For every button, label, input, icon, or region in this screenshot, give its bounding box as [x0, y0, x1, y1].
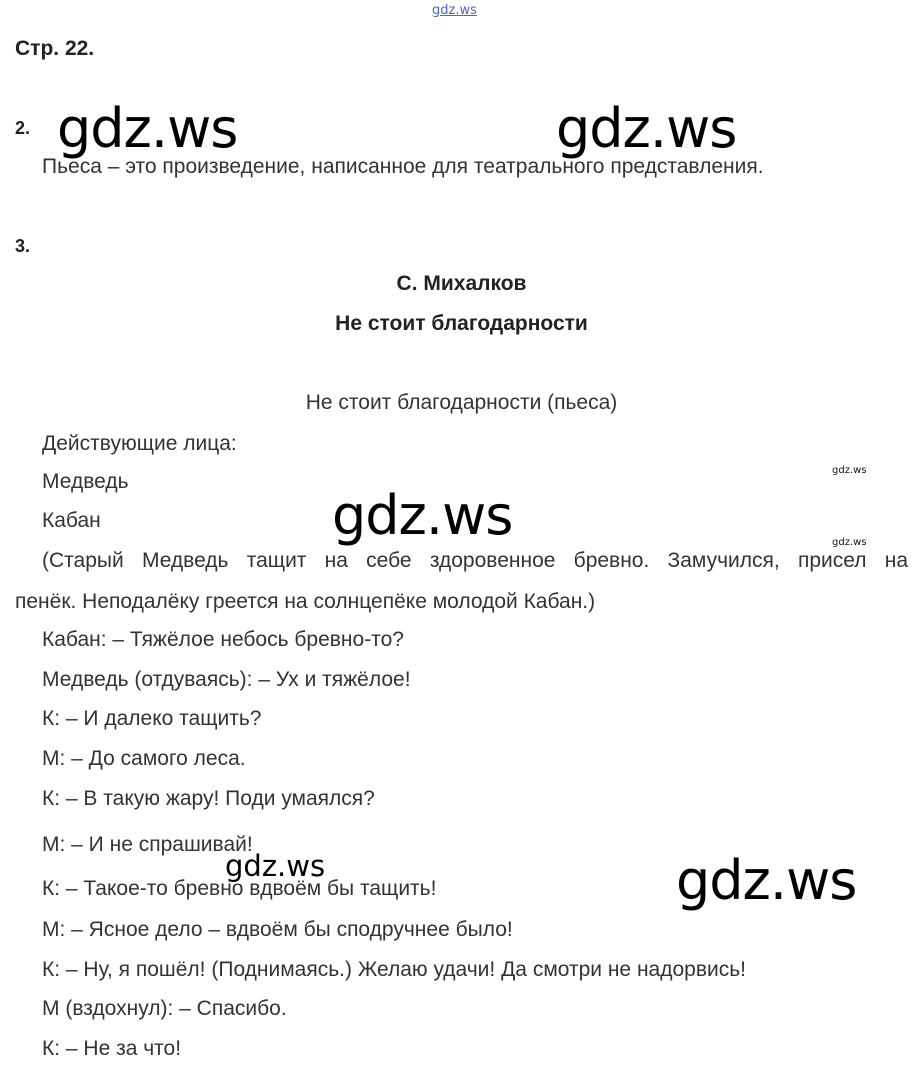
dialogue-line: М: – До самого леса. — [42, 747, 246, 770]
page-label: Стр. 22. — [15, 37, 95, 60]
play-title: Не стоит благодарности — [335, 312, 588, 335]
stage-direction-line: (Старый Медведь тащит на себе здоровенное бревно. Замучился, присел на — [42, 549, 908, 572]
dialogue-line: М (вздохнул): – Спасибо. — [42, 997, 287, 1020]
dialogue-line: Медведь (отдуваясь): – Ух и тяжёлое! — [42, 668, 411, 691]
dialogue-line: К: – И далеко тащить? — [42, 707, 262, 730]
play-author: С. Михалков — [396, 272, 527, 295]
dialogue-line: К: – Ну, я пошёл! (Поднимаясь.) Желаю удачи! Да смотри не надорвись! — [42, 958, 746, 981]
dialogue-line: Кабан: – Тяжёлое небось бревно-то? — [42, 628, 404, 651]
dialogue-line: М: – Ясное дело – вдвоём бы сподручнее было! — [42, 918, 513, 941]
dialogue-line: К: – Не за что! — [42, 1037, 182, 1060]
dialogue-line: К: – В такую жару! Поди умаялся? — [42, 787, 375, 810]
watermark-top: gdz.ws — [432, 3, 477, 18]
q3-number: 3. — [15, 236, 31, 256]
watermark: gdz.ws — [676, 849, 857, 912]
dialogue-line: К: – Такое-то бревно вдвоём бы тащить! — [42, 877, 437, 900]
dialogue-line: М: – И не спрашивай! — [42, 833, 253, 856]
watermark: gdz.ws — [225, 849, 326, 883]
q2-number: 2. — [15, 118, 31, 138]
watermark-small: gdz.ws — [832, 465, 867, 476]
watermark-small: gdz.ws — [832, 537, 867, 548]
watermark: gdz.ws — [57, 97, 238, 160]
character-item: Кабан — [42, 509, 101, 532]
watermark: gdz.ws — [332, 484, 513, 547]
stage-direction-line: пенёк. Неподалёку греется на солнцепёке молодой Кабан.) — [15, 590, 596, 613]
character-item: Медведь — [42, 470, 129, 493]
characters-heading: Действующие лица: — [42, 432, 237, 455]
play-subtitle: Не стоит благодарности (пьеса) — [305, 391, 618, 414]
q2-text: Пьеса – это произведение, написанное для театрального представления. — [42, 155, 764, 178]
watermark: gdz.ws — [556, 97, 737, 160]
